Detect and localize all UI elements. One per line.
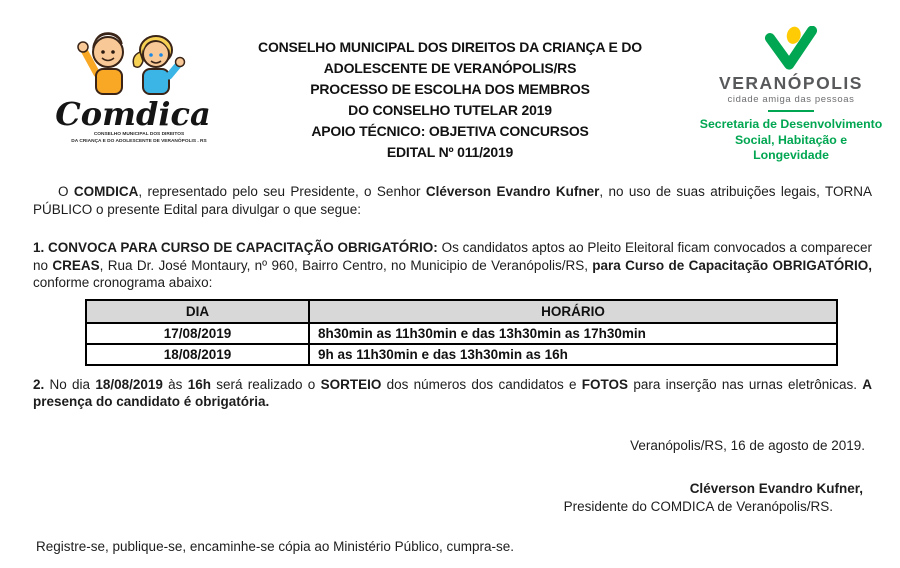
item2-paragraph: 2. No dia 18/08/2019 às 16h será realizado o SORTEIO dos números dos candidatos e FOTOS para inserção nas urnas eletrônicas. A presença do candidato é obrigatória.: [33, 376, 873, 409]
table-header-row: [86, 300, 837, 323]
table-cell-hours: 8h30min as 11h30min e das 13h30min as 17h30min: [309, 323, 837, 344]
table-cell-day: 18/08/2019: [86, 344, 309, 365]
comdica-wordmark: Comdica: [55, 95, 211, 133]
comdica-logo: [36, 22, 226, 146]
intro-paragraph: O COMDICA, representado pelo seu Presidente, o Senhor Cléverson Evandro Kufner, no uso de suas atribuições legais, TORNA PÚBLICO o presente Edital para divulgar o que segue:: [33, 184, 872, 217]
signature-role: Presidente do COMDICA de Veranópolis/RS.: [563, 498, 833, 514]
table-header-dia: DIA: [86, 300, 309, 323]
veranopolis-divider: [768, 110, 814, 112]
comdica-caption-line2: DA CRIANÇA E DO ADOLESCENTE DE VERANÓPOLIS . RS: [71, 139, 207, 144]
title-line-4: DO CONSELHO TUTELAR 2019: [348, 102, 552, 118]
veranopolis-city-name: VERANÓPOLIS: [719, 73, 863, 93]
table-header-horario: HORÁRIO: [309, 300, 837, 323]
title-line-5: APOIO TÉCNICO: OBJETIVA CONCURSOS: [311, 123, 589, 139]
table-row: [86, 344, 837, 365]
veranopolis-logo: [696, 26, 886, 164]
item1-paragraph: 1. CONVOCA PARA CURSO DE CAPACITAÇÃO OBRIGATÓRIO: Os candidatos aptos ao Pleito Eleitoral ficam convocados a comparecer no CREAS, Rua Dr. José Montaury, nº 960, Bairro Centro, no Municipio de Veranópolis/RS, para Curso de Capacitação OBRIGATÓRIO, conforme cronograma abaixo:: [33, 240, 872, 290]
title-line-1: CONSELHO MUNICIPAL DOS DIREITOS DA CRIANÇA E DO: [258, 39, 642, 55]
title-block: [230, 37, 670, 163]
veranopolis-secretariat-line2: Social, Habitação e Longevidade: [734, 132, 848, 162]
title-line-3: PROCESSO DE ESCOLHA DOS MEMBROS: [310, 81, 590, 97]
table-cell-hours: 9h as 11h30min e das 13h30min as 16h: [309, 344, 837, 365]
comdica-kids-icon: [78, 33, 185, 94]
title-line-2: ADOLESCENTE DE VERANÓPOLIS/RS: [323, 60, 577, 76]
schedule-table: [85, 299, 838, 366]
veranopolis-tagline: cidade amiga das pessoas: [727, 94, 855, 105]
table-cell-day: 17/08/2019: [86, 323, 309, 344]
closing-line: Registre-se, publique-se, encaminhe-se cópia ao Ministério Público, cumpra-se.: [36, 539, 514, 554]
edital-number: EDITAL Nº 011/2019: [386, 144, 514, 160]
date-line: Veranópolis/RS, 16 de agosto de 2019.: [630, 437, 865, 453]
veranopolis-secretariat-line1: Secretaria de Desenvolvimento: [699, 117, 883, 131]
document-body: [33, 183, 872, 568]
comdica-caption-line1: CONSELHO MUNICIPAL DOS DIREITOS: [93, 132, 185, 137]
veranopolis-v-icon: [759, 26, 823, 72]
signature-block: [33, 480, 872, 515]
signature-name: Cléverson Evandro Kufner,: [689, 481, 863, 496]
table-row: [86, 323, 837, 344]
